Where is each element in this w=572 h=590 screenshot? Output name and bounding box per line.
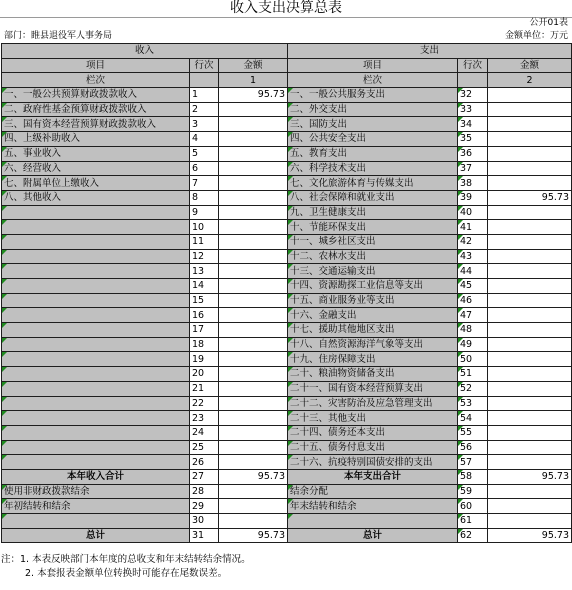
expense-amount-cell [488, 367, 572, 382]
income-amount-cell [219, 205, 288, 220]
expense-line-header: 行次 [458, 58, 488, 73]
expense-amount-cell [488, 132, 572, 147]
table-row [2, 381, 572, 396]
table-row [2, 323, 572, 338]
income-amount-cell [219, 132, 288, 147]
expense-line-cell: 43 [458, 249, 488, 264]
income-line-cell: 6 [190, 161, 219, 176]
expense-amount-cell [488, 279, 572, 294]
table-row [2, 411, 572, 426]
expense-item-cell: 四、公共安全支出 [288, 132, 458, 147]
expense-line-cell: 45 [458, 279, 488, 294]
expense-amount-cell [488, 455, 572, 470]
income-line-cell: 21 [190, 381, 219, 396]
table-row [2, 440, 572, 455]
expense-amount-cell [488, 337, 572, 352]
income-line-cell: 7 [190, 176, 219, 191]
expense-col-label: 栏次 [288, 73, 458, 88]
expense-amount-cell [488, 499, 572, 514]
income-item-cell: 六、经营收入 [2, 161, 190, 176]
expense-item-cell: 总计 [288, 528, 458, 543]
expense-amount-cell [488, 352, 572, 367]
income-line-cell: 29 [190, 499, 219, 514]
income-item-cell [2, 367, 190, 382]
income-amount-cell [219, 249, 288, 264]
expense-line-cell: 58 [458, 469, 488, 484]
income-col-number: 1 [219, 73, 288, 88]
income-col-blank [190, 73, 219, 88]
income-item-cell: 七、附属单位上缴收入 [2, 176, 190, 191]
income-amount-cell [219, 220, 288, 235]
table-row [2, 514, 572, 529]
income-item-cell: 五、事业收入 [2, 146, 190, 161]
income-item-cell [2, 279, 190, 294]
expense-amount-cell [488, 205, 572, 220]
expense-line-cell: 60 [458, 499, 488, 514]
expense-amount-header: 金额 [488, 58, 572, 73]
income-item-cell [2, 293, 190, 308]
expense-item-cell: 二十一、国有资本经营预算支出 [288, 381, 458, 396]
expense-line-cell: 62 [458, 528, 488, 543]
expense-item-cell: 三、国防支出 [288, 117, 458, 132]
expense-item-cell: 十七、援助其他地区支出 [288, 323, 458, 338]
unit-label: 金额单位：万元 [504, 31, 568, 41]
income-amount-cell [219, 514, 288, 529]
income-item-cell: 四、上级补助收入 [2, 132, 190, 147]
income-item-cell [2, 455, 190, 470]
income-item-cell [2, 425, 190, 440]
expense-item-cell: 十二、农林水支出 [288, 249, 458, 264]
income-line-cell: 31 [190, 528, 219, 543]
footnote-2: 2. 本套报表金额单位转换时可能存在尾数误差。 [25, 568, 228, 579]
income-line-cell: 24 [190, 425, 219, 440]
expense-amount-cell [488, 234, 572, 249]
expense-line-cell: 34 [458, 117, 488, 132]
total-row [2, 469, 572, 484]
income-item-cell [2, 396, 190, 411]
expense-line-cell: 57 [458, 455, 488, 470]
income-line-cell: 30 [190, 514, 219, 529]
income-amount-cell: 95.73 [219, 528, 288, 543]
income-item-cell [2, 249, 190, 264]
expense-item-cell: 一、一般公共服务支出 [288, 88, 458, 103]
expense-line-cell: 36 [458, 146, 488, 161]
income-line-cell: 10 [190, 220, 219, 235]
table-row [2, 102, 572, 117]
table-row [2, 161, 572, 176]
income-item-cell: 使用非财政拨款结余 [2, 484, 190, 499]
income-line-cell: 28 [190, 484, 219, 499]
expense-item-cell: 二、外交支出 [288, 102, 458, 117]
income-amount-cell [219, 411, 288, 426]
expense-line-cell: 44 [458, 264, 488, 279]
income-amount-cell [219, 484, 288, 499]
income-item-cell [2, 234, 190, 249]
income-line-cell: 3 [190, 117, 219, 132]
expense-item-cell: 结余分配 [288, 484, 458, 499]
income-amount-cell [219, 190, 288, 205]
income-amount-cell [219, 455, 288, 470]
expense-line-cell: 38 [458, 176, 488, 191]
expense-amount-cell [488, 293, 572, 308]
income-item-cell [2, 514, 190, 529]
expense-amount-cell [488, 102, 572, 117]
expense-item-cell: 年末结转和结余 [288, 499, 458, 514]
table-row [2, 396, 572, 411]
expense-line-cell: 41 [458, 220, 488, 235]
income-item-cell: 一、一般公共预算财政拨款收入 [2, 88, 190, 103]
expense-amount-cell [488, 514, 572, 529]
income-line-cell: 22 [190, 396, 219, 411]
income-amount-cell [219, 396, 288, 411]
income-line-cell: 23 [190, 411, 219, 426]
income-amount-cell [219, 117, 288, 132]
budget-table [1, 43, 572, 543]
income-amount-cell [219, 293, 288, 308]
expense-line-cell: 59 [458, 484, 488, 499]
table-row [2, 132, 572, 147]
income-item-cell [2, 323, 190, 338]
expense-line-cell: 56 [458, 440, 488, 455]
footnotes [1, 553, 251, 581]
expense-amount-cell [488, 88, 572, 103]
income-amount-cell: 95.73 [219, 88, 288, 103]
expense-line-cell: 33 [458, 102, 488, 117]
income-item-cell [2, 308, 190, 323]
department-label: 部门：睢县退役军人事务局 [4, 31, 113, 41]
income-line-cell: 20 [190, 367, 219, 382]
section-header-row [2, 44, 572, 59]
form-code: 公开01表 [529, 18, 568, 28]
income-amount-cell [219, 264, 288, 279]
income-line-cell: 19 [190, 352, 219, 367]
expense-line-cell: 32 [458, 88, 488, 103]
income-amount-cell [219, 234, 288, 249]
expense-line-cell: 47 [458, 308, 488, 323]
table-row [2, 117, 572, 132]
table-row [2, 88, 572, 103]
table-row [2, 190, 572, 205]
total-row [2, 528, 572, 543]
expense-item-cell: 十八、自然资源海洋气象等支出 [288, 337, 458, 352]
expense-item-cell: 八、社会保障和就业支出 [288, 190, 458, 205]
expense-item-cell: 二十四、债务还本支出 [288, 425, 458, 440]
expense-amount-cell [488, 484, 572, 499]
income-line-cell: 14 [190, 279, 219, 294]
table-row [2, 220, 572, 235]
income-item-header: 项目 [2, 58, 190, 73]
expense-amount-cell [488, 381, 572, 396]
income-amount-cell [219, 146, 288, 161]
income-amount-cell [219, 425, 288, 440]
income-item-cell [2, 440, 190, 455]
expense-amount-cell: 95.73 [488, 469, 572, 484]
expense-line-cell: 52 [458, 381, 488, 396]
table-row [2, 146, 572, 161]
income-item-cell [2, 381, 190, 396]
income-item-cell: 总计 [2, 528, 190, 543]
expense-line-cell: 53 [458, 396, 488, 411]
income-line-cell: 25 [190, 440, 219, 455]
table-row [2, 264, 572, 279]
table-row [2, 279, 572, 294]
income-line-cell: 1 [190, 88, 219, 103]
table-row [2, 455, 572, 470]
income-line-cell: 11 [190, 234, 219, 249]
income-amount-cell [219, 323, 288, 338]
income-amount-cell [219, 352, 288, 367]
expense-amount-cell [488, 146, 572, 161]
income-amount-cell [219, 308, 288, 323]
expense-line-cell: 55 [458, 425, 488, 440]
expense-item-cell: 十三、交通运输支出 [288, 264, 458, 279]
income-item-cell: 二、政府性基金预算财政拨款收入 [2, 102, 190, 117]
column-header-row [2, 58, 572, 73]
expense-amount-cell [488, 249, 572, 264]
income-line-cell: 2 [190, 102, 219, 117]
income-item-cell [2, 352, 190, 367]
income-item-cell [2, 220, 190, 235]
expense-line-cell: 46 [458, 293, 488, 308]
expense-amount-cell [488, 411, 572, 426]
expense-item-cell: 本年支出合计 [288, 469, 458, 484]
expense-amount-cell [488, 440, 572, 455]
income-line-cell: 15 [190, 293, 219, 308]
table-row [2, 337, 572, 352]
income-line-cell: 17 [190, 323, 219, 338]
expense-line-cell: 39 [458, 190, 488, 205]
expense-line-cell: 51 [458, 367, 488, 382]
expense-line-cell: 37 [458, 161, 488, 176]
expense-line-cell: 40 [458, 205, 488, 220]
table-row [2, 308, 572, 323]
expense-item-cell: 九、卫生健康支出 [288, 205, 458, 220]
income-line-cell: 12 [190, 249, 219, 264]
income-line-cell: 9 [190, 205, 219, 220]
expense-line-cell: 49 [458, 337, 488, 352]
expense-line-cell: 54 [458, 411, 488, 426]
expense-item-cell: 二十六、抗疫特别国债安排的支出 [288, 455, 458, 470]
expense-amount-cell [488, 425, 572, 440]
table-row [2, 484, 572, 499]
expense-line-cell: 48 [458, 323, 488, 338]
expense-item-cell: 十五、商业服务业等支出 [288, 293, 458, 308]
income-line-cell: 27 [190, 469, 219, 484]
income-line-cell: 16 [190, 308, 219, 323]
income-amount-cell [219, 279, 288, 294]
expense-item-cell: 十九、住房保障支出 [288, 352, 458, 367]
expense-item-cell: 五、教育支出 [288, 146, 458, 161]
expense-amount-cell [488, 117, 572, 132]
expense-amount-cell: 95.73 [488, 528, 572, 543]
expense-item-cell [288, 514, 458, 529]
income-line-header: 行次 [190, 58, 219, 73]
expense-item-cell: 二十、粮油物资储备支出 [288, 367, 458, 382]
table-row [2, 499, 572, 514]
expense-amount-cell [488, 176, 572, 191]
expense-amount-cell [488, 308, 572, 323]
expense-line-cell: 35 [458, 132, 488, 147]
table-row [2, 367, 572, 382]
expense-amount-cell [488, 161, 572, 176]
expense-item-cell: 二十二、灾害防治及应急管理支出 [288, 396, 458, 411]
table-row [2, 205, 572, 220]
income-amount-cell [219, 367, 288, 382]
income-amount-header: 金额 [219, 58, 288, 73]
income-amount-cell [219, 161, 288, 176]
income-item-cell: 本年收入合计 [2, 469, 190, 484]
expense-item-cell: 十六、金融支出 [288, 308, 458, 323]
expense-col-blank [458, 73, 488, 88]
income-item-cell: 八、其他收入 [2, 190, 190, 205]
income-item-cell [2, 264, 190, 279]
income-item-cell [2, 411, 190, 426]
income-amount-cell [219, 381, 288, 396]
expense-item-cell: 十四、资源勘探工业信息等支出 [288, 279, 458, 294]
table-row [2, 352, 572, 367]
table-row [2, 249, 572, 264]
table-row [2, 293, 572, 308]
expense-line-cell: 61 [458, 514, 488, 529]
expense-amount-cell [488, 323, 572, 338]
expense-section-header: 支出 [288, 44, 572, 59]
income-item-cell [2, 337, 190, 352]
expense-amount-cell [488, 396, 572, 411]
income-line-cell: 18 [190, 337, 219, 352]
income-amount-cell [219, 499, 288, 514]
expense-item-cell: 十、节能环保支出 [288, 220, 458, 235]
expense-amount-cell [488, 220, 572, 235]
income-line-cell: 13 [190, 264, 219, 279]
table-row [2, 234, 572, 249]
income-section-header: 收入 [2, 44, 288, 59]
table-row [2, 176, 572, 191]
expense-item-cell: 十一、城乡社区支出 [288, 234, 458, 249]
income-item-cell: 年初结转和结余 [2, 499, 190, 514]
income-item-cell: 三、国有资本经营预算财政拨款收入 [2, 117, 190, 132]
expense-item-cell: 二十五、债务付息支出 [288, 440, 458, 455]
income-line-cell: 8 [190, 190, 219, 205]
expense-amount-cell: 95.73 [488, 190, 572, 205]
expense-item-header: 项目 [288, 58, 458, 73]
income-item-cell [2, 205, 190, 220]
expense-item-cell: 二十三、其他支出 [288, 411, 458, 426]
expense-col-number: 2 [488, 73, 572, 88]
income-amount-cell [219, 440, 288, 455]
expense-line-cell: 50 [458, 352, 488, 367]
income-amount-cell: 95.73 [219, 469, 288, 484]
expense-amount-cell [488, 264, 572, 279]
expense-item-cell: 七、文化旅游体育与传媒支出 [288, 176, 458, 191]
income-col-label: 栏次 [2, 73, 190, 88]
footnote-1: 注：1. 本表反映部门本年度的总收支和年末结转结余情况。 [1, 554, 251, 565]
column-index-row [2, 73, 572, 88]
expense-line-cell: 42 [458, 234, 488, 249]
income-amount-cell [219, 337, 288, 352]
table-row [2, 425, 572, 440]
report-title: 收入支出决算总表 [0, 0, 572, 18]
income-amount-cell [219, 176, 288, 191]
income-line-cell: 4 [190, 132, 219, 147]
income-line-cell: 5 [190, 146, 219, 161]
expense-item-cell: 六、科学技术支出 [288, 161, 458, 176]
income-amount-cell [219, 102, 288, 117]
income-line-cell: 26 [190, 455, 219, 470]
